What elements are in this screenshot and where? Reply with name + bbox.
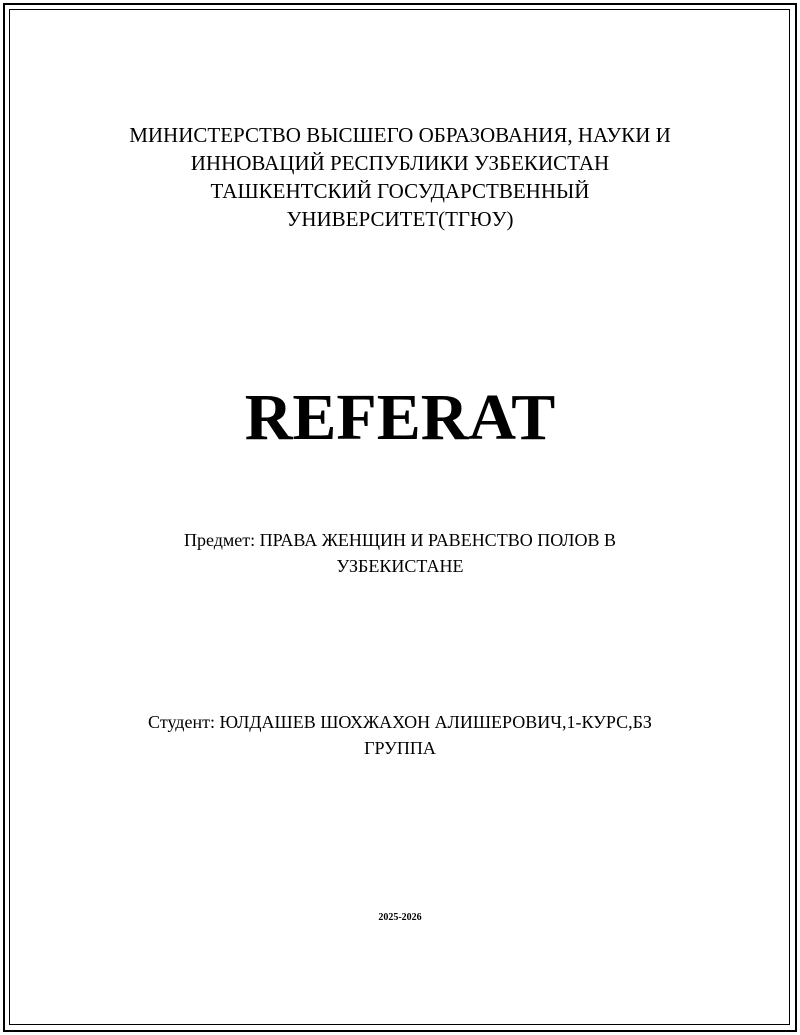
subject-line: УЗБЕКИСТАНЕ <box>336 556 464 576</box>
institution-header <box>0 121 800 233</box>
student-block <box>0 709 800 761</box>
academic-year: 2025-2026 <box>378 912 422 923</box>
header-line: УНИВЕРСИТЕТ(ТГЮУ) <box>286 207 514 231</box>
document-title: REFERAT <box>244 381 556 454</box>
header-line: МИНИСТЕРСТВО ВЫСШЕГО ОБРАЗОВАНИЯ, НАУКИ И <box>129 123 671 147</box>
student-line: ГРУППА <box>364 738 436 758</box>
subject-block <box>0 527 800 579</box>
subject-line: Предмет: ПРАВА ЖЕНЩИН И РАВЕНСТВО ПОЛОВ В <box>183 530 617 550</box>
header-line: ИННОВАЦИЙ РЕСПУБЛИКИ УЗБЕКИСТАН <box>190 151 610 175</box>
student-line: Студент: ЮЛДАШЕВ ШОХЖАХОН АЛИШЕРОВИЧ,1-КУРС,БЗ <box>148 712 652 732</box>
header-line: ТАШКЕНТСКИЙ ГОСУДАРСТВЕННЫЙ <box>210 179 590 203</box>
